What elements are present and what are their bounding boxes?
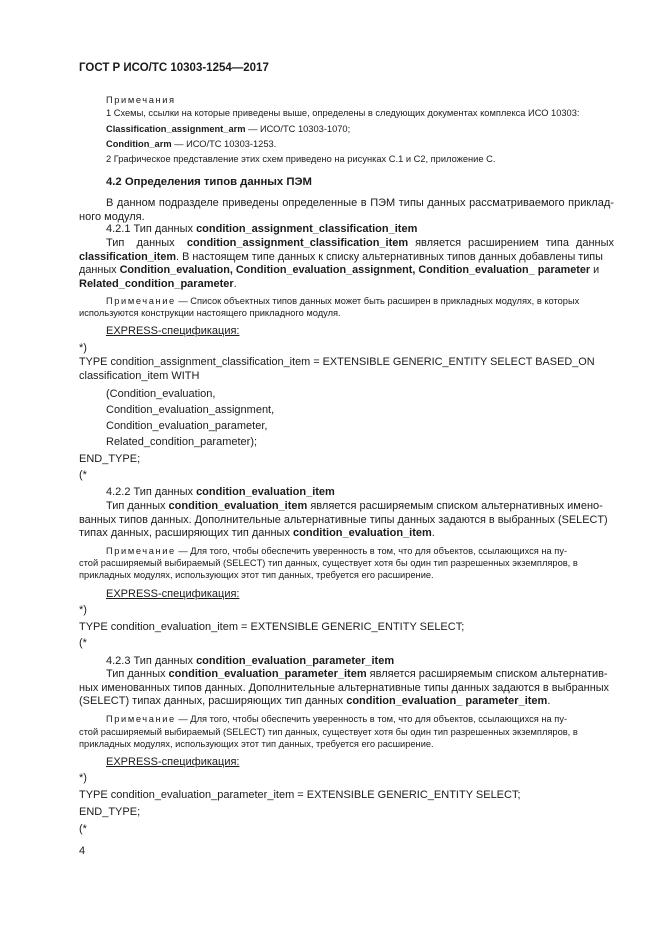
desc-type-name: condition_evaluation_ parameter_item <box>346 695 548 707</box>
intro-word: данных <box>427 197 466 209</box>
code-line: *) <box>79 342 87 354</box>
code-line: *) <box>79 604 87 616</box>
item-421-desc-line-4 <box>79 278 237 291</box>
intro-word: типы <box>398 197 424 209</box>
notes-ref-1 <box>106 123 350 135</box>
code-line: TYPE condition_evaluation_item = EXTENSIBLE GENERIC_ENTITY SELECT; <box>79 621 465 633</box>
desc-type-name: condition_evaluation_parameter_item <box>168 668 367 680</box>
ref-1-name: Classification_assignment_arm <box>106 124 246 134</box>
item-421-heading <box>106 223 417 236</box>
item-422-desc-line-2: ванных типов данных. Дополнительные альтернативные типы данных задаются в выбранных (SELECT) <box>79 514 608 526</box>
desc-type-name: condition_evaluation_item <box>293 527 432 539</box>
item-423-note-line-3: прикладных модулях, использующих этот тип данных, требуется его расширение. <box>79 739 434 749</box>
desc-text: . <box>431 527 435 539</box>
intro-word: определенные <box>282 197 358 209</box>
notes-item-2: 2 Графическое представление этих схем приведено на рисунках С.1 и С2, приложение С. <box>106 154 496 164</box>
item-422-number: 4.2.2 Тип данных <box>106 486 197 498</box>
desc-text: (SELECT) типах данных, расширяющих тип данных <box>79 695 347 707</box>
item-421-number: 4.2.1 Тип данных <box>106 223 197 235</box>
item-423-express-label: EXPRESS-спецификация: <box>106 756 240 768</box>
item-421-note-line-2: используются конструкции настоящего прикладного модуля. <box>79 308 341 318</box>
intro-word: В <box>106 197 114 209</box>
code-line: Related_condition_parameter); <box>106 436 258 448</box>
item-422-desc-line-1 <box>106 500 603 513</box>
item-422-express-label: EXPRESS-спецификация: <box>106 588 240 600</box>
desc-text: и <box>590 264 600 276</box>
code-line: END_TYPE; <box>79 806 141 818</box>
note-text: — Для того, чтобы обеспечить уверенность в том, что для объектов, ссылающихся на пу- <box>175 546 568 556</box>
note-label: Примечание <box>106 296 176 306</box>
item-421-note-line-1 <box>106 295 579 307</box>
item-421-desc-line-2 <box>79 251 603 264</box>
code-line: (* <box>79 823 87 835</box>
item-422-note-line-1 <box>106 545 567 557</box>
desc-type-name: classification_item <box>79 251 177 263</box>
section-title: 4.2 Определения типов данных ПЭМ <box>106 176 312 188</box>
code-line: Condition_evaluation_parameter, <box>106 420 268 432</box>
item-422-desc-line-3 <box>79 527 435 540</box>
item-423-note-line-2: стой расширяемый выбираемый (SELECT) тип данных, существует хотя бы один тип разрешенных экземпляров, в <box>79 727 578 737</box>
desc-word: типа <box>545 237 570 249</box>
ref-1-doc: — ИСО/ТС 10303-1070; <box>245 124 351 134</box>
desc-text: . В настоящем типе данных к списку альтернативных типов данных добавлены типы <box>176 251 603 263</box>
item-422-heading <box>106 486 335 499</box>
code-line: *) <box>79 772 87 784</box>
desc-text: является расширяемым списком альтернативных имено- <box>307 500 603 512</box>
item-422-note-line-3: прикладных модулях, использующих этот тип данных, требуется его расширение. <box>79 570 434 580</box>
desc-word: данных <box>575 237 614 249</box>
item-421-name: condition_assignment_classification_item <box>196 223 418 235</box>
item-421-desc-line-1 <box>106 237 614 250</box>
desc-text: Тип данных <box>106 500 169 512</box>
desc-type-name: condition_assignment_classification_item <box>186 237 409 249</box>
note-text: — Список объектных типов данных может быть расширен в прикладных модулях, в которых <box>175 296 580 306</box>
notes-ref-2 <box>106 138 276 150</box>
intro-word: ПЭМ <box>370 197 396 209</box>
item-421-desc-line-3 <box>79 264 599 277</box>
desc-lead-text: Тип данных <box>106 237 187 249</box>
intro-word: приклад- <box>568 197 614 209</box>
intro-word: подразделе <box>158 197 219 209</box>
item-423-desc-line-1 <box>106 668 608 681</box>
notes-item-1: 1 Схемы, ссылки на которые приведены выше, определены в следующих документах комплекса ИСО 10303: <box>106 108 580 118</box>
document-header: ГОСТ Р ИСО/ТС 10303-1254—2017 <box>79 62 269 74</box>
note-label: Примечание <box>106 714 176 724</box>
item-423-heading <box>106 655 394 668</box>
desc-type-names: Condition_evaluation, Condition_evaluation_assignment, Condition_evaluation_ parameter <box>119 264 591 276</box>
desc-text: . <box>547 695 551 707</box>
item-422-note-line-2: стой расширяемый выбираемый (SELECT) тип данных, существует хотя бы один тип разрешенных экземпляров, в <box>79 558 578 568</box>
desc-word: является <box>415 237 462 249</box>
intro-word: приведены <box>222 197 279 209</box>
code-line: TYPE condition_evaluation_parameter_item = EXTENSIBLE GENERIC_ENTITY SELECT; <box>79 789 521 801</box>
code-line: END_TYPE; <box>79 453 141 465</box>
note-text: — Для того, чтобы обеспечить уверенность в том, что для объектов, ссылающихся на пу- <box>175 714 568 724</box>
desc-type-name: Related_condition_parameter <box>79 278 234 290</box>
notes-title: Примечания <box>106 95 176 105</box>
item-423-note-line-1 <box>106 713 567 725</box>
item-423-name: condition_evaluation_parameter_item <box>196 655 395 667</box>
code-line: Condition_evaluation_assignment, <box>106 404 275 416</box>
note-label: Примечание <box>106 546 176 556</box>
intro-word: в <box>360 197 367 209</box>
desc-text: является расширяемым списком альтернатив- <box>366 668 608 680</box>
item-423-desc-line-3 <box>79 695 550 708</box>
item-422-name: condition_evaluation_item <box>196 486 335 498</box>
desc-text: данных <box>79 264 120 276</box>
desc-type-name: condition_evaluation_item <box>168 500 308 512</box>
desc-lead <box>106 237 408 250</box>
code-line: (* <box>79 637 87 649</box>
intro-word: рассматриваемого <box>469 197 565 209</box>
section-intro-line-2: ного модуля. <box>79 211 145 223</box>
code-line: TYPE condition_assignment_classification_item = EXTENSIBLE GENERIC_ENTITY SELECT BASED_ON <box>79 356 595 368</box>
ref-2-doc: — ИСО/ТС 10303-1253. <box>171 139 277 149</box>
desc-text: . <box>233 278 237 290</box>
desc-word: расширением <box>468 237 539 249</box>
item-421-express-label: EXPRESS-спецификация: <box>106 325 240 337</box>
item-423-number: 4.2.3 Тип данных <box>106 655 197 667</box>
desc-text: Тип данных <box>106 668 169 680</box>
desc-text: типах данных, расширяющих тип данных <box>79 527 294 539</box>
section-intro-line-1 <box>106 197 614 210</box>
code-line: (Condition_evaluation, <box>106 388 216 400</box>
page-number: 4 <box>79 845 86 857</box>
code-line: (* <box>79 469 87 481</box>
code-line: classification_item WITH <box>79 370 200 382</box>
ref-2-name: Condition_arm <box>106 139 172 149</box>
intro-word: данном <box>116 197 156 209</box>
item-423-desc-line-2: ных именованных типов данных. Дополнительные альтернативные типы данных задаются в выбранных <box>79 682 609 694</box>
